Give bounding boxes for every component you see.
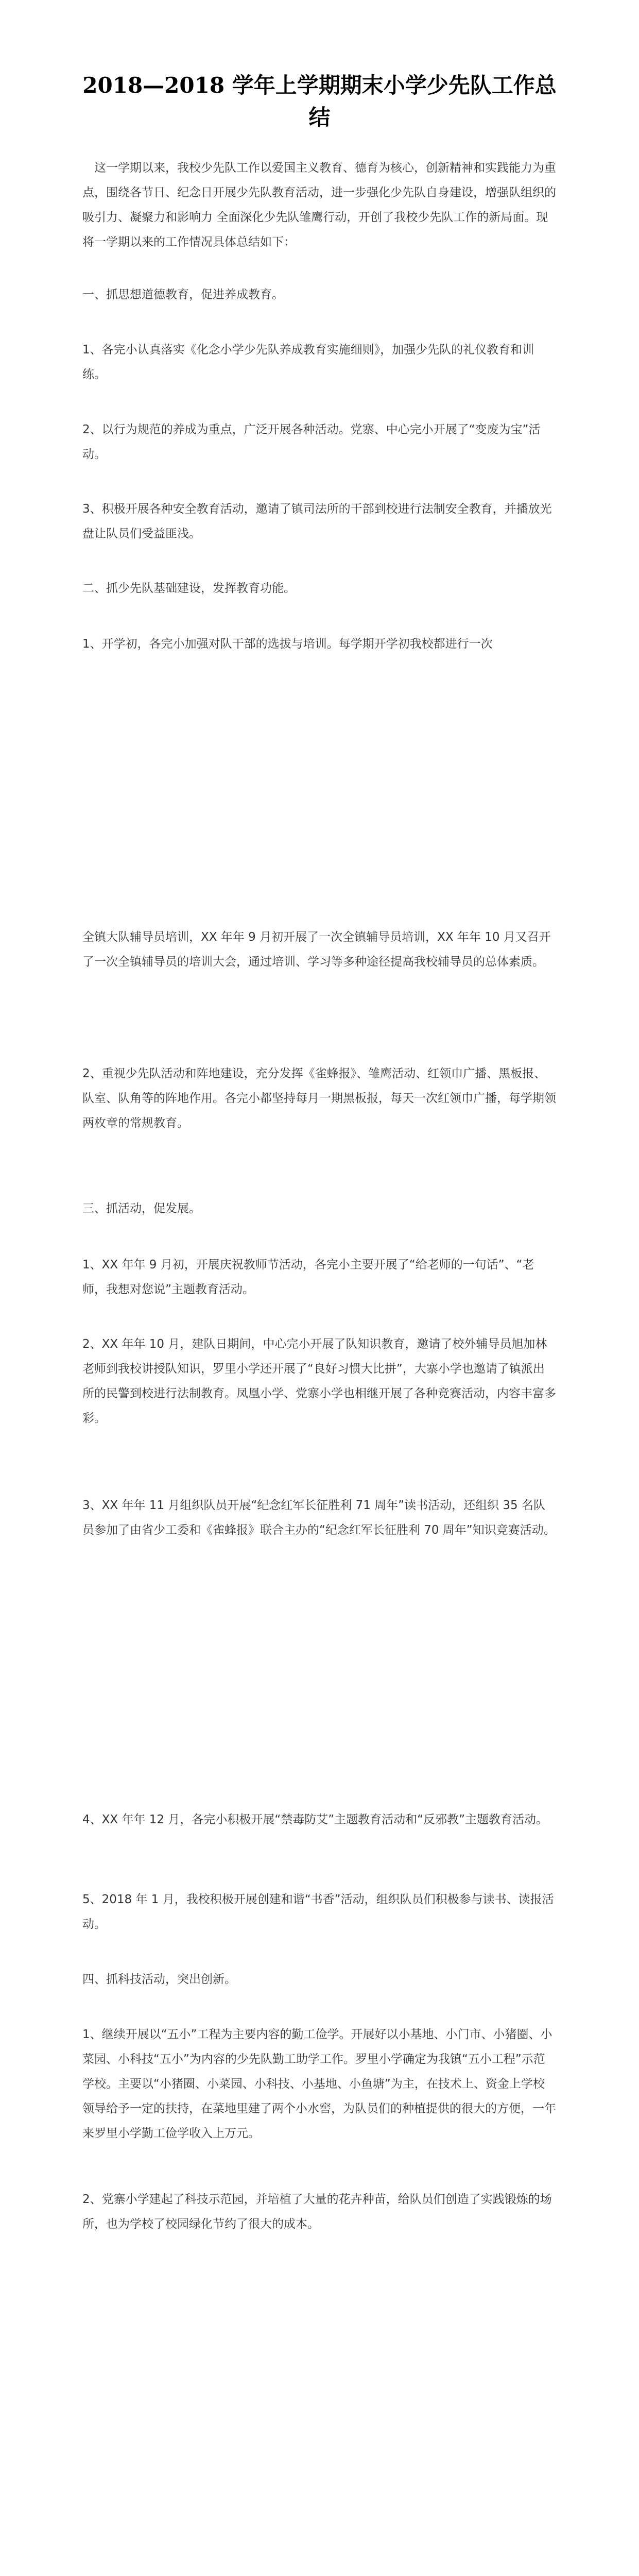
- list-item: 2、党寨小学建起了科技示范园，并培植了大量的花卉种苗，给队员们创造了实践锻炼的场所，也为学校了校园绿化节约了很大的成本。: [82, 2193, 552, 2231]
- section-heading-4: 四、抓科技活动，突出创新。: [82, 1973, 236, 1986]
- list-item: 2、重视少先队活动和阵地建设，充分发挥《雀蜂报》、雏鹰活动、红领巾广播、黑板报、队室、队角等的阵地作用。各完小都坚持每月一期黑板报，每天一次红领巾广播，每学期领两枚章的常规教育。: [82, 1067, 556, 1130]
- list-item: 5、2018 年 1 月，我校积极开展创建和谐“书香”活动，组织队员们积极参与读书、读报活动。: [82, 1893, 554, 1931]
- document-title: 2018—2018 学年上学期期末小学少先队工作总结: [82, 73, 557, 130]
- list-item: 1、开学初，各完小加强对队干部的选拔与培训。每学期开学初我校都进行一次: [82, 637, 493, 651]
- list-item: 2、以行为规范的养成为重点，广泛开展各种活动。党寨、中心完小开展了“变废为宝”活动。: [82, 423, 541, 461]
- section-heading-2: 二、抓少先队基础建设，发挥教育功能。: [82, 582, 296, 595]
- list-item: 1、继续开展以“五小”工程为主要内容的勤工俭学。开展好以小基地、小门市、小猪圈、小菜园、小科技“五小”为内容的少先队勤工助学工作。罗里小学确定为我镇“五小工程”示范学校。主要以“小猪圈、小菜园、小科技、小基地、小鱼塘”为主，在技术上、资金上学校领导给予一定的扶持，在菜地里建了两个小水窖，为队员们的种植提供的很大的方便，一年来罗里小学勤工俭学收入上万元。: [82, 2028, 556, 2140]
- list-item: 3、积极开展各种安全教育活动，邀请了镇司法所的干部到校进行法制安全教育，并播放光盘让队员们受益匪浅。: [82, 502, 552, 540]
- section-heading-3: 三、抓活动，促发展。: [82, 1202, 201, 1215]
- list-item: 2、XX 年年 10 月，建队日期间，中心完小开展了队知识教育，邀请了校外辅导员旭加林老师到我校讲授队知识，罗里小学还开展了“良好习惯大比拼”，大寨小学也邀请了镇派出所的民警到校进行法制教育。凤凰小学、党寨小学也相继开展了各种竞赛活动，内容丰富多彩。: [82, 1337, 556, 1425]
- section-heading-1: 一、抓思想道德教育，促进养成教育。: [82, 288, 284, 301]
- list-item: 3、XX 年年 11 月组织队员开展“纪念红军长征胜利 71 周年”读书活动，还组织 35 名队员参加了由省少工委和《雀蜂报》联合主办的“纪念红军长征胜利 70 周年”知识竞赛活动。: [82, 1499, 556, 1537]
- list-item: 4、XX 年年 12 月，各完小积极开展“禁毒防艾”主题教育活动和“反邪教”主题教育活动。: [82, 1813, 548, 1826]
- intro-paragraph: 这一学期以来，我校少先队工作以爱国主义教育、德育为核心，创新精神和实践能力为重点，围绕各节日、纪念日开展少先队教育活动，进一步强化少先队自身建设，增强队组织的吸引力、凝聚力和影响力 全面深化少先队雏鹰行动，开创了我校少先队工作的新局面。现将一学期以来的工作情况具体总结如下：: [82, 161, 556, 249]
- list-item: 1、各完小认真落实《化念小学少先队养成教育实施细则》，加强少先队的礼仪教育和训练。: [82, 343, 534, 381]
- list-item-continuation: 全镇大队辅导员培训，XX 年年 9 月初开展了一次全镇辅导员培训，XX 年年 10 月又召开了一次全镇辅导员的培训大会，通过培训、学习等多种途径提高我校辅导员的总体素质。: [82, 930, 551, 969]
- list-item: 1、XX 年年 9 月初，开展庆祝教师节活动，各完小主要开展了“给老师的一句话”、“老师，我想对您说”主题教育活动。: [82, 1258, 534, 1296]
